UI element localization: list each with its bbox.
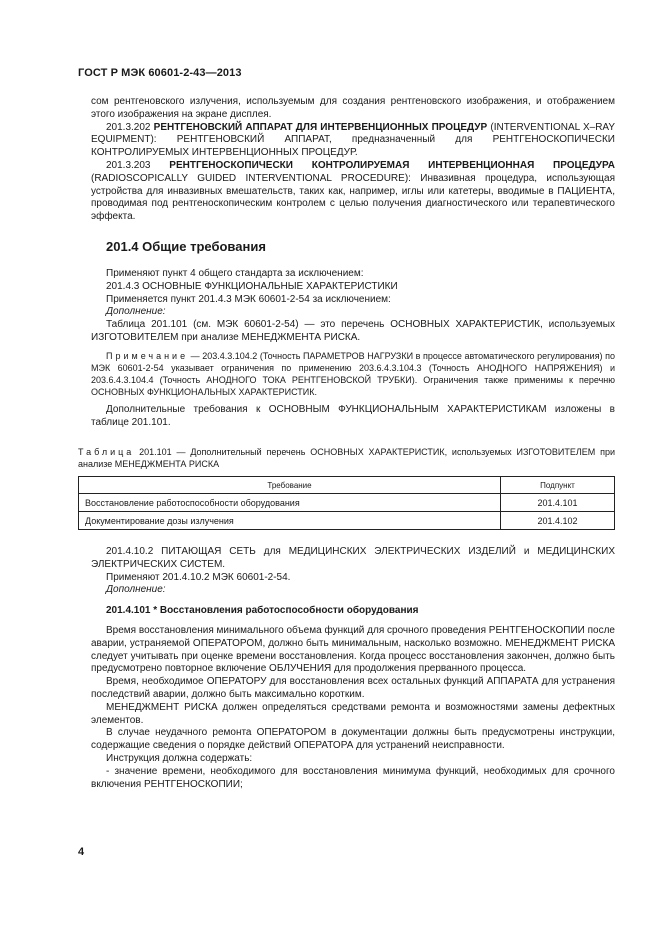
table-cell-subclause: 201.4.102 <box>501 512 615 530</box>
text-paragraph: В случае неудачного ремонта ОПЕРАТОРОМ в документации должны быть предусмотрены инструкции, содержащие сведения о порядке действий ОПЕРАТОРА для устранений неисправности. <box>91 727 615 752</box>
table-header-requirement: Требование <box>79 477 501 494</box>
table-header-subclause: Подпункт <box>501 477 615 494</box>
text-paragraph: 201.4.10.2 ПИТАЮЩАЯ СЕТЬ для МЕДИЦИНСКИХ ЭЛЕКТРИЧЕСКИХ ИЗДЕЛИЙ и МЕДИЦИНСКИХ ЭЛЕКТРИЧЕСКИХ СИСТЕМ. <box>91 546 615 570</box>
table-caption-label: Таблица <box>78 447 135 457</box>
note-paragraph <box>91 350 615 398</box>
text-line: Применяют пункт 4 общего стандарта за исключением: <box>106 268 364 279</box>
table-row <box>79 494 615 512</box>
note-label: Примечание <box>106 350 189 361</box>
text-line: Применяется пункт 201.4.3 МЭК 60601-2-54 за исключением: <box>106 293 391 305</box>
subsection-heading: 201.4.101 * Восстановления работоспособности оборудования <box>106 605 419 617</box>
section-title: 201.4 Общие требования <box>106 239 266 254</box>
addition-label: Дополнение: <box>106 306 166 318</box>
term-name: РЕНТГЕНОСКОПИЧЕСКИ КОНТРОЛИРУЕМАЯ ИНТЕРВЕНЦИОННАЯ ПРОЦЕДУРА <box>169 159 616 171</box>
text-line: Применяют 201.4.10.2 МЭК 60601-2-54. <box>106 571 291 583</box>
note-text: — 203.4.3.104.2 (Точность ПАРАМЕТРОВ НАГРУЗКИ в процессе автоматического регулирования) по МЭК 60601-2-54 указывает ограничения по применению 203.6.4.3.104.3 (Точность АНОДНОГО НАПРЯЖЕНИЯ) и 203.6.4.3.104.4 (Точность АНОДНОГО ТОКА РЕНТГЕНОВСКОЙ ТРУБКИ). Ограничения также применимы к перечню ОСНОВНЫХ ФУНКЦИОНАЛЬНЫХ ХАРАКТЕРИСТИК. <box>91 350 615 397</box>
term-number: 201.3.203 <box>106 159 151 171</box>
document-header: ГОСТ Р МЭК 60601-2-43—2013 <box>78 67 242 79</box>
text-paragraph: Таблица 201.101 (см. МЭК 60601-2-54) — это перечень ОСНОВНЫХ ХАРАКТЕРИСТИК, используемых ИЗГОТОВИТЕЛЕМ при анализе МЕНЕДЖМЕНТА РИСКА. <box>91 319 615 343</box>
term-definition: (INTERVENTIONAL X–RAY EQUIPMENT): РЕНТГЕНОВСКИЙ АППАРАТ, предназначенный для РЕНТГЕНОСКОПИЧЕСКИ КОНТРОЛИРУЕМЫХ ИНТЕРВЕНЦИОННЫХ ПРОЦЕДУР. <box>91 121 616 159</box>
term-name: РЕНТГЕНОВСКИЙ АППАРАТ ДЛЯ ИНТЕРВЕНЦИОННЫХ ПРОЦЕДУР <box>153 121 488 133</box>
text-paragraph: Время, необходимое ОПЕРАТОРУ для восстановления всех остальных функций АППАРАТА для устранения последствий аварии, должно быть максимально коротким. <box>91 676 615 700</box>
addition-label: Дополнение: <box>106 584 166 596</box>
text-line: Инструкция должна содержать: <box>106 752 253 764</box>
text-paragraph: Время восстановления минимального объема функций для срочного проведения РЕНТГЕНОСКОПИИ после аварии, устраняемой ОПЕРАТОРОМ, должно быть минимальным, насколько возможно. МЕНЕДЖМЕНТ РИСКА следует учитывать при оценке времени восстановления. Когда процесс восстановления закончен, должно быть предусмотрено повторное включение ОБЛУЧЕНИЯ для продолжения прерванного процесса. <box>91 624 615 675</box>
table-caption <box>78 446 615 470</box>
term-number: 201.3.202 <box>106 121 151 133</box>
term-201-3-202 <box>91 122 615 160</box>
text-paragraph: Дополнительные требования к ОСНОВНЫМ ФУНКЦИОНАЛЬНЫМ ХАРАКТЕРИСТИКАМ изложены в таблице 201.101. <box>91 403 615 428</box>
requirements-table <box>78 476 615 530</box>
table-cell-subclause: 201.4.101 <box>501 494 615 512</box>
table-caption-text: 201.101 — Дополнительный перечень ОСНОВНЫХ ХАРАКТЕРИСТИК, используемых ИЗГОТОВИТЕЛЕМ при анализе МЕНЕДЖМЕНТА РИСКА <box>78 447 615 469</box>
general-requirements-block <box>91 268 615 429</box>
terms-block <box>91 96 615 224</box>
table-header-row <box>79 477 615 494</box>
term-definition: (RADIOSCOPICALLY GUIDED INTERVENTIONAL PROCEDURE): Инвазивная процедура, использующая устройства для инвазивных вмешательств, таких как, например, иглы или катетеры, вводимые в ПАЦИЕНТА, проводимая под рентгеноскопическим контролем с целью получения диагностического или терапевтического эффекта. <box>91 172 615 223</box>
table-row <box>79 512 615 530</box>
text-paragraph: МЕНЕДЖМЕНТ РИСКА должен определяться средствами ремонта и возможностями замены дефектных элементов. <box>91 701 615 726</box>
page-number: 4 <box>78 846 85 858</box>
list-item: - значение времени, необходимого для восстановления минимума функций, необходимых для срочного включения РЕНТГЕНОСКОПИИ; <box>91 765 615 790</box>
paragraph-continuation: сом рентгеновского излучения, используемым для создания рентгеновского изображения, и отображением этого изображения на экране дисплея. <box>91 96 615 120</box>
table-cell-requirement: Документирование дозы излучения <box>79 512 501 530</box>
subsection-heading: 201.4.3 ОСНОВНЫЕ ФУНКЦИОНАЛЬНЫЕ ХАРАКТЕРИСТИКИ <box>106 280 398 292</box>
term-201-3-203 <box>91 160 615 224</box>
power-supply-block <box>91 546 615 791</box>
table-cell-requirement: Восстановление работоспособности оборудования <box>79 494 501 512</box>
